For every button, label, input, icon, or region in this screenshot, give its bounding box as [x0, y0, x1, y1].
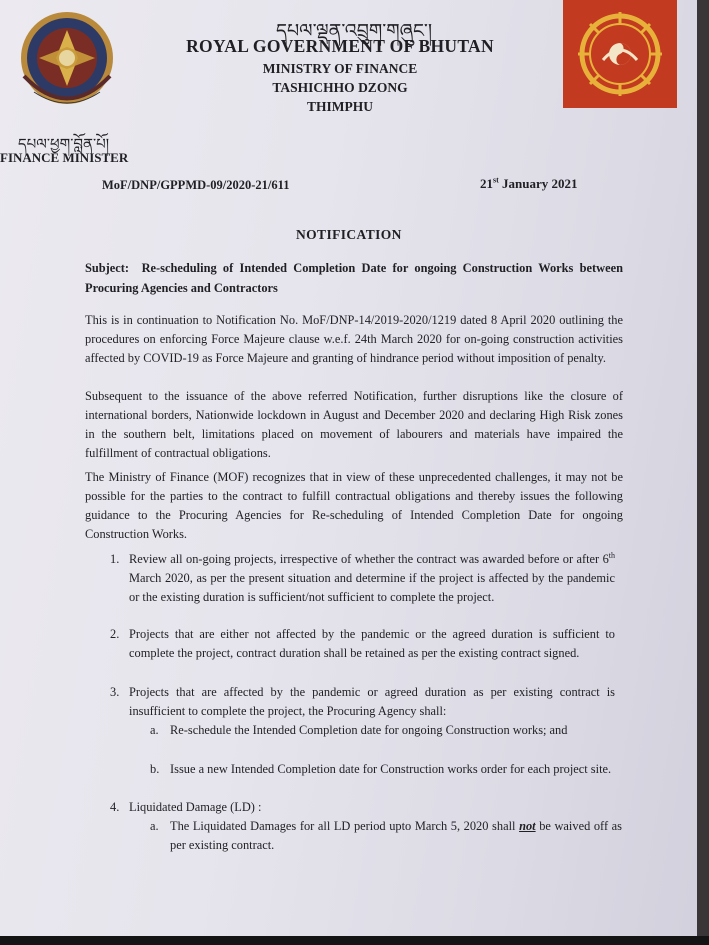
- tibetan-title: དཔལ་ལྡན་འབྲུག་གཞུང་།: [276, 20, 433, 42]
- list-number: 2.: [110, 627, 120, 641]
- paragraph-1: This is in continuation to Notification No. MoF/DNP-14/2019-2020/1219 dated 8 April 2020 outlining the procedures on enforcing Force Majeure clause w.e.f. 24th March 2020 for on-going construction activities affected by COVID-19 as Force Majeure and granting of hindrance period without imposition of penalty.: [85, 313, 623, 365]
- dharma-wheel-logo-icon: [563, 0, 677, 108]
- tibetan-minister-title: དཔལ་ཕྱག་བློན་པོ།: [18, 135, 110, 153]
- list-letter: b.: [150, 762, 160, 776]
- notice-date: 21st January 2021: [480, 175, 578, 191]
- city-name: THIMPHU: [307, 99, 373, 114]
- list-item-2: Projects that are either not affected by the pandemic or the agreed duration is sufficient to complete the project, contract duration shall be retained as per the existing contract signed.: [129, 627, 615, 660]
- paragraph-2: Subsequent to the issuance of the above referred Notification, further disruptions like the closure of international borders, Nationwide lockdown in August and December 2020 and declaring High Risk zones in the southern belt, limitations placed on movement of labourers and materials have impaired the fulfillment of contractual obligations.: [85, 389, 623, 460]
- notification-heading: NOTIFICATION: [296, 227, 402, 242]
- list-number: 3.: [110, 685, 120, 699]
- list-number: 4.: [110, 800, 120, 814]
- bottom-shadow: [0, 936, 709, 945]
- royal-emblem-icon: [10, 6, 125, 121]
- dzong-name: TASHICHHO DZONG: [272, 80, 408, 95]
- sub-item-3b: Issue a new Intended Completion date for Construction works order for each project site.: [170, 762, 612, 776]
- subject-line: Subject: Re-scheduling of Intended Completion Date for ongoing Construction Works between Procuring Agencies and Contractors: [85, 261, 623, 295]
- reference-number: MoF/DNP/GPPMD-09/2020-21/611: [102, 178, 290, 192]
- list-number: 1.: [110, 552, 120, 566]
- list-item-1: Review all on-going projects, irrespective of whether the contract was awarded before or after 6th March 2020, as per the present situation and determine if the project is affected by the pandemic or the existing duration is sufficient/not sufficient to complete the project.: [129, 550, 615, 604]
- list-item-4: Liquidated Damage (LD) :: [129, 800, 262, 814]
- page-edge-shadow: [697, 0, 709, 936]
- minister-title: FINANCE MINISTER: [0, 150, 129, 165]
- list-item-3: Projects that are affected by the pandemic or agreed duration as per existing contract is insufficient to complete the project, the Procuring Agency shall:: [129, 685, 615, 718]
- list-letter: a.: [150, 819, 159, 833]
- dharma-wheel-logo: [563, 0, 677, 108]
- paragraph-3: The Ministry of Finance (MOF) recognizes that in view of these unprecedented challenges, it may not be possible for the parties to the contract to fulfill contractual obligations and thereby issues the following guidance to the Procuring Agencies for Re-scheduling of Intended Completion Date for ongoing Construction Works.: [85, 470, 623, 541]
- sub-item-4a: The Liquidated Damages for all LD period upto March 5, 2020 shall not be waived off as per existing contract.: [170, 819, 623, 852]
- sub-item-3a: Re-schedule the Intended Completion date for ongoing Construction works; and: [170, 723, 568, 737]
- list-letter: a.: [150, 723, 159, 737]
- ministry-name: MINISTRY OF FINANCE: [262, 61, 418, 76]
- government-name: ROYAL GOVERNMENT OF BHUTAN: [186, 36, 494, 56]
